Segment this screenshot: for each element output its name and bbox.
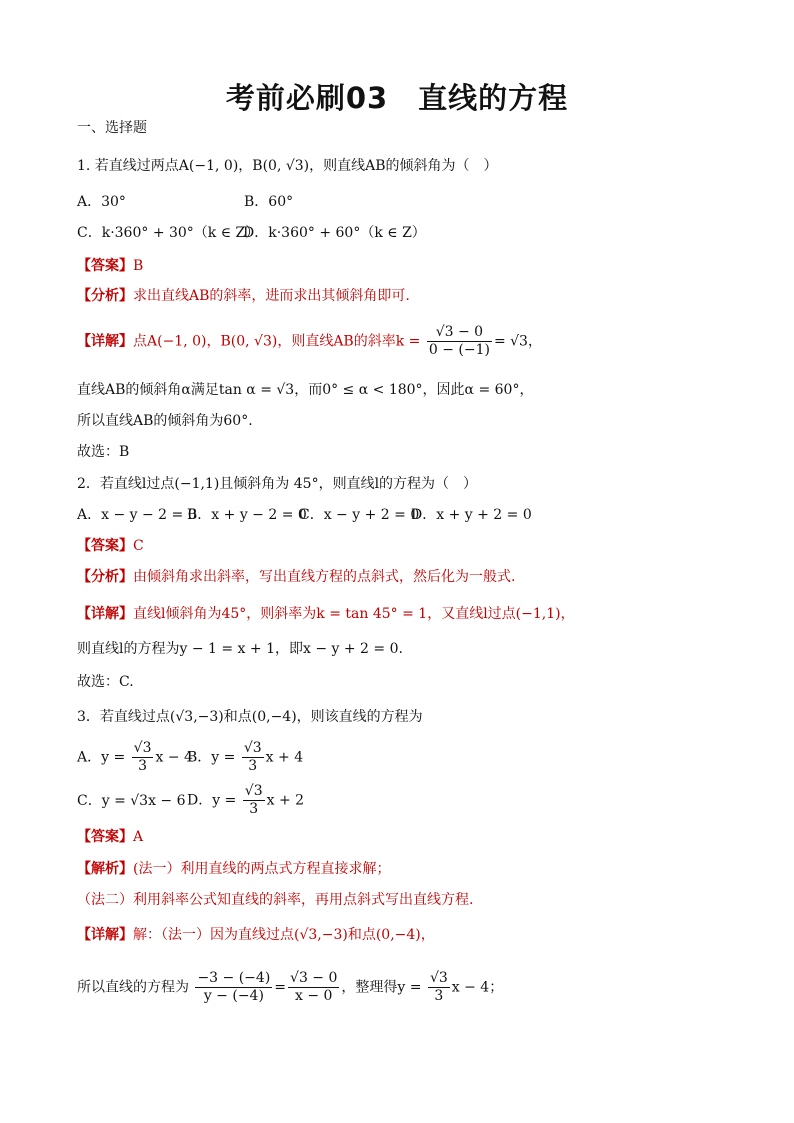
sqrt3-over-3-fraction (242, 740, 264, 775)
line2-prefix: 所以直线的方程为 (77, 979, 189, 996)
q3-option-a (77, 740, 193, 775)
q1-detail-line3: 所以直线AB的倾斜角为60°. (77, 413, 253, 429)
q1-stem: 1. 若直线过两点A(−1, 0)，B(0, √3)，则直线AB的倾斜角为（ ） (77, 158, 498, 174)
sqrt3-over-3-fraction (132, 740, 154, 775)
q2-option-a: A．x − y − 2 = 0 (77, 507, 197, 523)
analysis-text: (法一）利用直线的两点式方程直接求解； (133, 861, 391, 877)
fraction-numerator: √3 − 0 (427, 324, 492, 342)
q2-option-c: C．x − y + 2 = 0 (299, 507, 420, 523)
detail-tag: 【详解】 (77, 606, 133, 622)
q2-option-b: B．x + y − 2 = 0 (187, 507, 307, 523)
fraction-denominator: 3 (249, 801, 259, 817)
detail-text: 解：（法一）因为直线过点(√3,−3)和点(0,−4)， (133, 927, 435, 943)
q2-choose: 故选：C. (77, 674, 134, 690)
q3-answer (77, 828, 143, 846)
two-point-fraction-right (288, 970, 339, 1005)
q1-options-cd (77, 224, 426, 242)
option-b-rhs: x + 4 (265, 749, 304, 766)
q3-analysis-line2: （法二）利用斜率公式知直线的斜率，再用点斜式写出直线方程. (77, 892, 474, 908)
detail-result: = √3， (493, 333, 542, 350)
fraction-denominator: x − 0 (295, 988, 333, 1004)
section-heading: 一、选择题 (77, 120, 147, 136)
answer-tag: 【答案】 (77, 829, 133, 845)
analysis-tag: 【解析】 (77, 861, 133, 877)
detail-tag: 【详解】 (77, 927, 133, 943)
fraction-denominator: 3 (434, 988, 444, 1004)
q2-stem: 2．若直线l过点(−1,1)且倾斜角为 45°，则直线l的方程为（ ） (77, 476, 478, 492)
q3-detail (77, 926, 435, 944)
answer-tag: 【答案】 (77, 258, 133, 274)
fraction-denominator: 3 (248, 758, 258, 774)
q2-detail-line2: 则直线l的方程为y − 1 = x + 1，即x − y + 2 = 0. (77, 641, 403, 657)
analysis-tag: 【分析】 (77, 569, 133, 585)
q3-detail-line2 (77, 970, 503, 1005)
detail-text: 直线l倾斜角为45°，则斜率为k = tan 45° = 1，又直线l过点(−1,1)， (133, 606, 575, 622)
option-a-lhs: A．y = (77, 749, 126, 766)
analysis-text: 求出直线AB的斜率，进而求出其倾斜角即可. (133, 288, 410, 304)
fraction-numerator: −3 − (−4) (197, 970, 271, 986)
fraction-numerator: √3 (133, 740, 152, 756)
answer-value: A (133, 829, 144, 845)
q2-answer (77, 537, 144, 555)
q2-detail (77, 605, 575, 623)
q1-answer (77, 257, 143, 275)
q1-option-a: A．30° (77, 194, 126, 210)
slope-fraction (427, 324, 492, 359)
q1-analysis (77, 287, 410, 305)
q3-option-d (187, 783, 304, 818)
option-a-rhs: x − 4 (155, 749, 193, 766)
q1-option-b: B．60° (244, 194, 294, 210)
sqrt3-over-3-fraction (243, 783, 265, 818)
fraction-numerator: √3 − 0 (290, 970, 338, 986)
answer-value: B (133, 258, 144, 274)
two-point-fraction-left (195, 970, 272, 1005)
fraction-numerator: √3 (244, 783, 263, 799)
q3-stem: 3．若直线过点(√3,−3)和点(0,−4)，则该直线的方程为 (77, 709, 423, 725)
q2-options (77, 506, 532, 524)
equals-sign: = (274, 979, 287, 996)
q3-option-b (187, 740, 303, 775)
fraction-numerator: √3 (429, 970, 448, 986)
q3-options-cd (77, 783, 304, 818)
q1-options-ab (77, 193, 293, 211)
q1-option-c: C．k·360° + 30°（k ∈ Z） (77, 225, 260, 241)
answer-value: C (133, 538, 144, 554)
line2-middle: ，整理得y = (341, 979, 422, 996)
q1-choose: 故选：B (77, 444, 130, 460)
q3-option-c: C．y = √3x − 6 (77, 792, 186, 809)
fraction-denominator: 3 (138, 758, 148, 774)
sqrt3-over-3-fraction (428, 970, 450, 1005)
q1-detail-line2: 直线AB的倾斜角α满足tan α = √3，而0° ≤ α < 180°，因此α = 60°， (77, 382, 534, 398)
q1-option-d: D．k·360° + 60°（k ∈ Z） (243, 225, 426, 241)
q3-options-ab (77, 740, 303, 775)
fraction-denominator: y − (−4) (203, 988, 264, 1004)
option-b-lhs: B．y = (187, 749, 236, 766)
q2-option-d: D．x + y + 2 = 0 (411, 507, 532, 523)
fraction-denominator: 0 − (−1) (428, 342, 490, 358)
detail-text: 点A(−1, 0)，B(0, √3)，则直线AB的斜率k = (133, 333, 421, 350)
q1-detail (77, 324, 542, 359)
answer-tag: 【答案】 (77, 538, 133, 554)
analysis-tag: 【分析】 (77, 288, 133, 304)
q3-analysis (77, 860, 390, 878)
option-d-rhs: x + 2 (266, 792, 305, 809)
fraction-numerator: √3 (243, 740, 262, 756)
q2-analysis (77, 568, 515, 586)
page-title: 考前必刷03 直线的方程 (225, 81, 569, 115)
option-d-lhs: D．y = (187, 792, 237, 809)
detail-tag: 【详解】 (77, 333, 133, 350)
analysis-text: 由倾斜角求出斜率，写出直线方程的点斜式，然后化为一般式. (133, 569, 516, 585)
line2-suffix: x − 4； (451, 979, 504, 996)
